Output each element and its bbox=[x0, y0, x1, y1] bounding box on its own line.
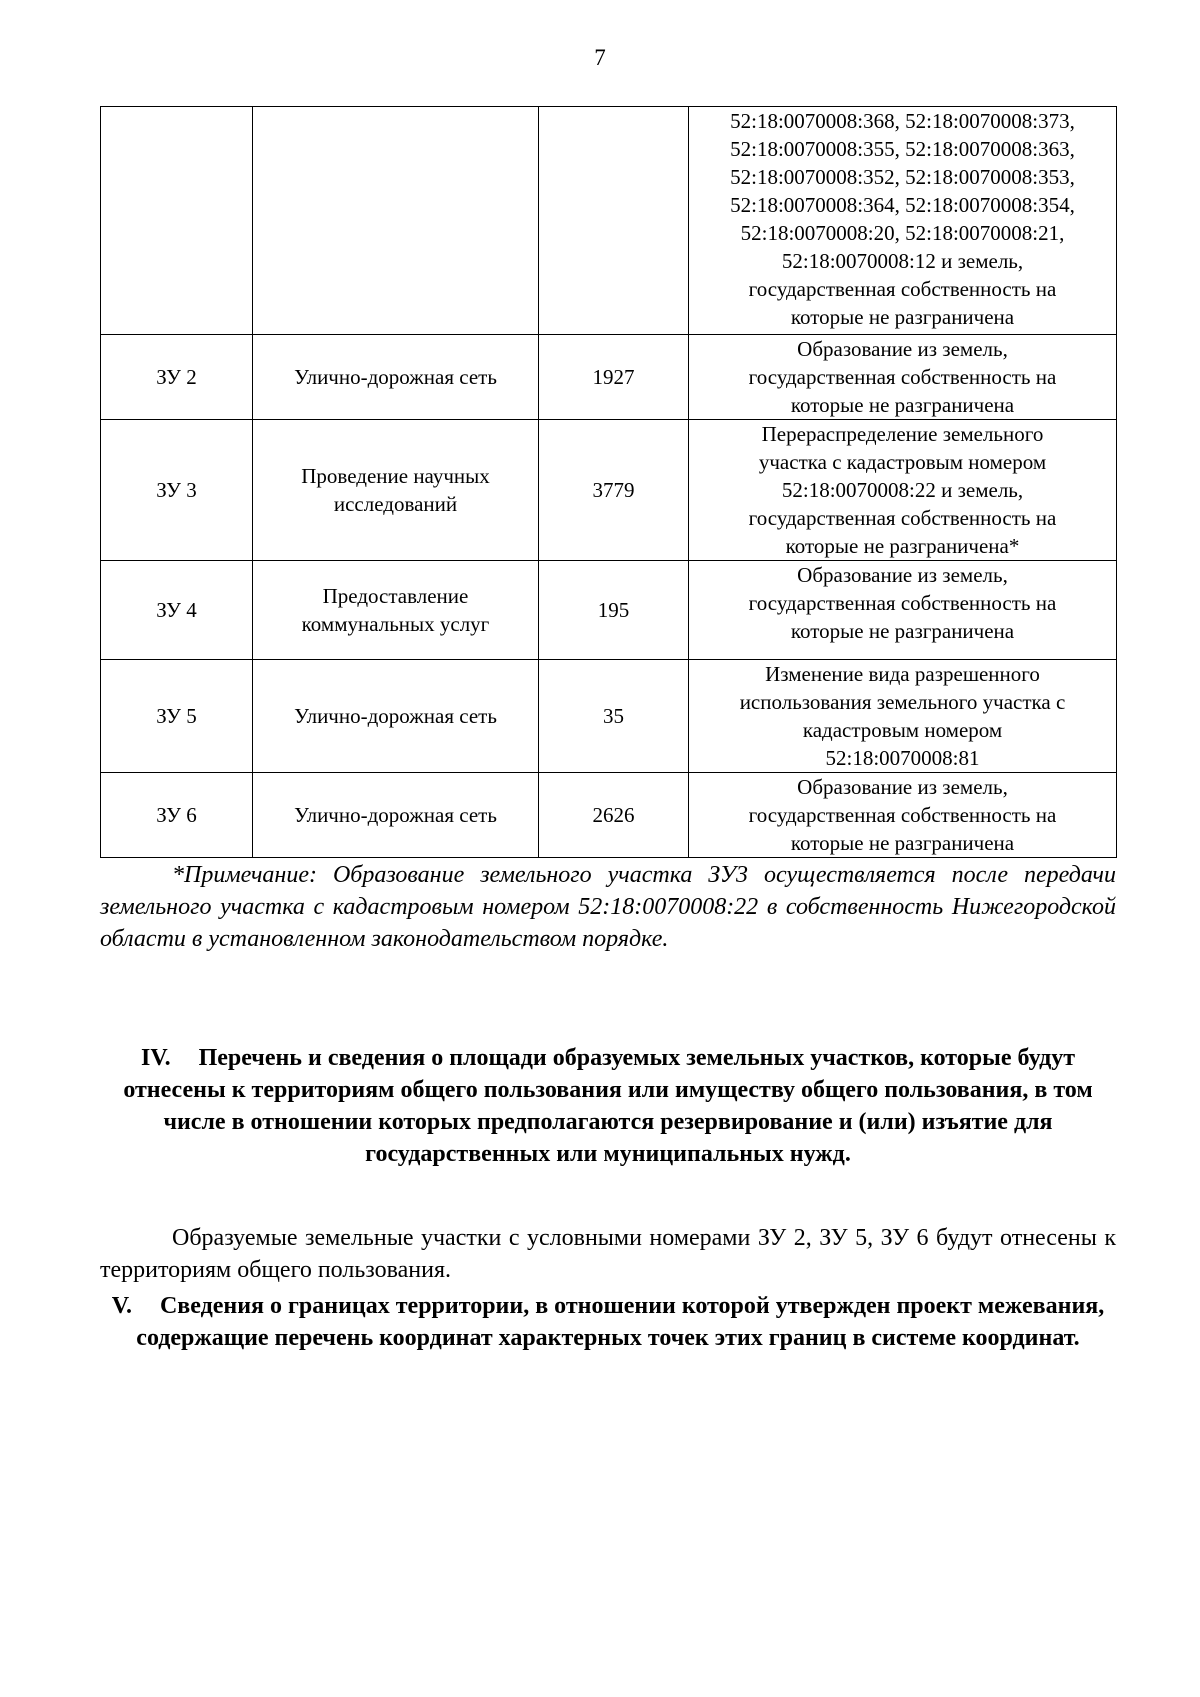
formation-method-line: государственная собственность на bbox=[748, 277, 1057, 301]
formation-method-line: государственная собственность на bbox=[748, 803, 1057, 827]
formation-method-line: 52:18:0070008:352, 52:18:0070008:353, bbox=[730, 165, 1075, 189]
permitted-use-cell: Улично-дорожная сеть bbox=[253, 660, 539, 773]
table-row bbox=[101, 561, 1117, 660]
section-5-number: V. bbox=[111, 1293, 132, 1319]
section-5-title: Сведения о границах территории, в отношении которой утвержден проект межевания, содержащие перечень координат характерных точек этих границ в системе координат. bbox=[136, 1293, 1105, 1351]
plot-id-cell: ЗУ 2 bbox=[101, 335, 253, 420]
permitted-use-cell: Улично-дорожная сеть bbox=[253, 335, 539, 420]
area-cell: 35 bbox=[539, 660, 689, 773]
formation-method-line: 52:18:0070008:12 и земель, bbox=[781, 249, 1024, 273]
formation-method-cell bbox=[689, 107, 1117, 335]
formation-method-line: которые не разграничена bbox=[790, 393, 1015, 417]
plot-id-cell: ЗУ 3 bbox=[101, 420, 253, 561]
table-row bbox=[101, 107, 1117, 335]
formation-method-line: Перераспределение земельного bbox=[761, 422, 1044, 446]
land-plots-table-body bbox=[101, 107, 1117, 858]
formation-method-cell bbox=[689, 561, 1117, 660]
table-row bbox=[101, 420, 1117, 561]
formation-method-line: 52:18:0070008:368, 52:18:0070008:373, bbox=[730, 109, 1075, 133]
permitted-use-cell bbox=[253, 107, 539, 335]
formation-method-line: 52:18:0070008:364, 52:18:0070008:354, bbox=[730, 193, 1075, 217]
area-cell: 2626 bbox=[539, 773, 689, 858]
formation-method-line: которые не разграничена bbox=[790, 305, 1015, 329]
formation-method-line: Образование из земель, bbox=[797, 337, 1008, 361]
formation-method-line: государственная собственность на bbox=[748, 365, 1057, 389]
formation-method-line: участка с кадастровым номером bbox=[758, 450, 1047, 474]
formation-method-line: 52:18:0070008:81 bbox=[825, 746, 980, 770]
formation-method-line: Образование из земель, bbox=[797, 775, 1008, 799]
formation-method-cell bbox=[689, 420, 1117, 561]
formation-method-cell bbox=[689, 335, 1117, 420]
plot-id-cell: ЗУ 6 bbox=[101, 773, 253, 858]
formation-method-line: которые не разграничена* bbox=[785, 534, 1020, 558]
formation-method-cell bbox=[689, 660, 1117, 773]
land-plots-table bbox=[100, 106, 1117, 858]
permitted-use-cell: Предоставление коммунальных услуг bbox=[253, 561, 539, 660]
formation-method-line: государственная собственность на bbox=[748, 591, 1057, 615]
formation-method-line: 52:18:0070008:20, 52:18:0070008:21, bbox=[740, 221, 1065, 245]
permitted-use-cell: Улично-дорожная сеть bbox=[253, 773, 539, 858]
formation-method-line: которые не разграничена bbox=[790, 619, 1015, 643]
area-cell: 3779 bbox=[539, 420, 689, 561]
area-cell bbox=[539, 107, 689, 335]
formation-method-line: Образование из земель, bbox=[797, 563, 1008, 587]
section-4-paragraph: Образуемые земельные участки с условными номерами ЗУ 2, ЗУ 5, ЗУ 6 будут отнесены к территориям общего пользования. bbox=[100, 1225, 1116, 1283]
plot-id-cell: ЗУ 4 bbox=[101, 561, 253, 660]
formation-method-cell bbox=[689, 773, 1117, 858]
page-number: 7 bbox=[594, 45, 606, 70]
formation-method-line: использования земельного участка с bbox=[739, 690, 1066, 714]
section-4-title: Перечень и сведения о площади образуемых земельных участков, которые будут отнесены к территориям общего пользования или имуществу общего пользования, в том числе в отношении которых предполагаются резервирование и (или) изъятие для государственных или муниципальных нужд. bbox=[123, 1045, 1093, 1167]
table-row bbox=[101, 335, 1117, 420]
section-4-heading bbox=[100, 1042, 1116, 1170]
formation-method-line: кадастровым номером bbox=[802, 718, 1003, 742]
formation-method-line: 52:18:0070008:22 и земель, bbox=[781, 478, 1024, 502]
table-footnote: *Примечание: Образование земельного участка ЗУ3 осуществляется после передачи земельного участка с кадастровым номером 52:18:0070008:22 в собственность Нижегородской области в установленном законодательством порядке. bbox=[100, 862, 1116, 952]
formation-method-line: Изменение вида разрешенного bbox=[765, 662, 1040, 686]
area-cell: 195 bbox=[539, 561, 689, 660]
table-row bbox=[101, 773, 1117, 858]
formation-method-line: которые не разграничена bbox=[790, 831, 1015, 855]
permitted-use-cell: Проведение научных исследований bbox=[253, 420, 539, 561]
area-cell: 1927 bbox=[539, 335, 689, 420]
formation-method-line: 52:18:0070008:355, 52:18:0070008:363, bbox=[730, 137, 1075, 161]
formation-method-line: государственная собственность на bbox=[748, 506, 1057, 530]
table-row bbox=[101, 660, 1117, 773]
section-5-heading bbox=[100, 1290, 1116, 1354]
plot-id-cell bbox=[101, 107, 253, 335]
section-4-number: IV. bbox=[140, 1045, 171, 1071]
plot-id-cell: ЗУ 5 bbox=[101, 660, 253, 773]
